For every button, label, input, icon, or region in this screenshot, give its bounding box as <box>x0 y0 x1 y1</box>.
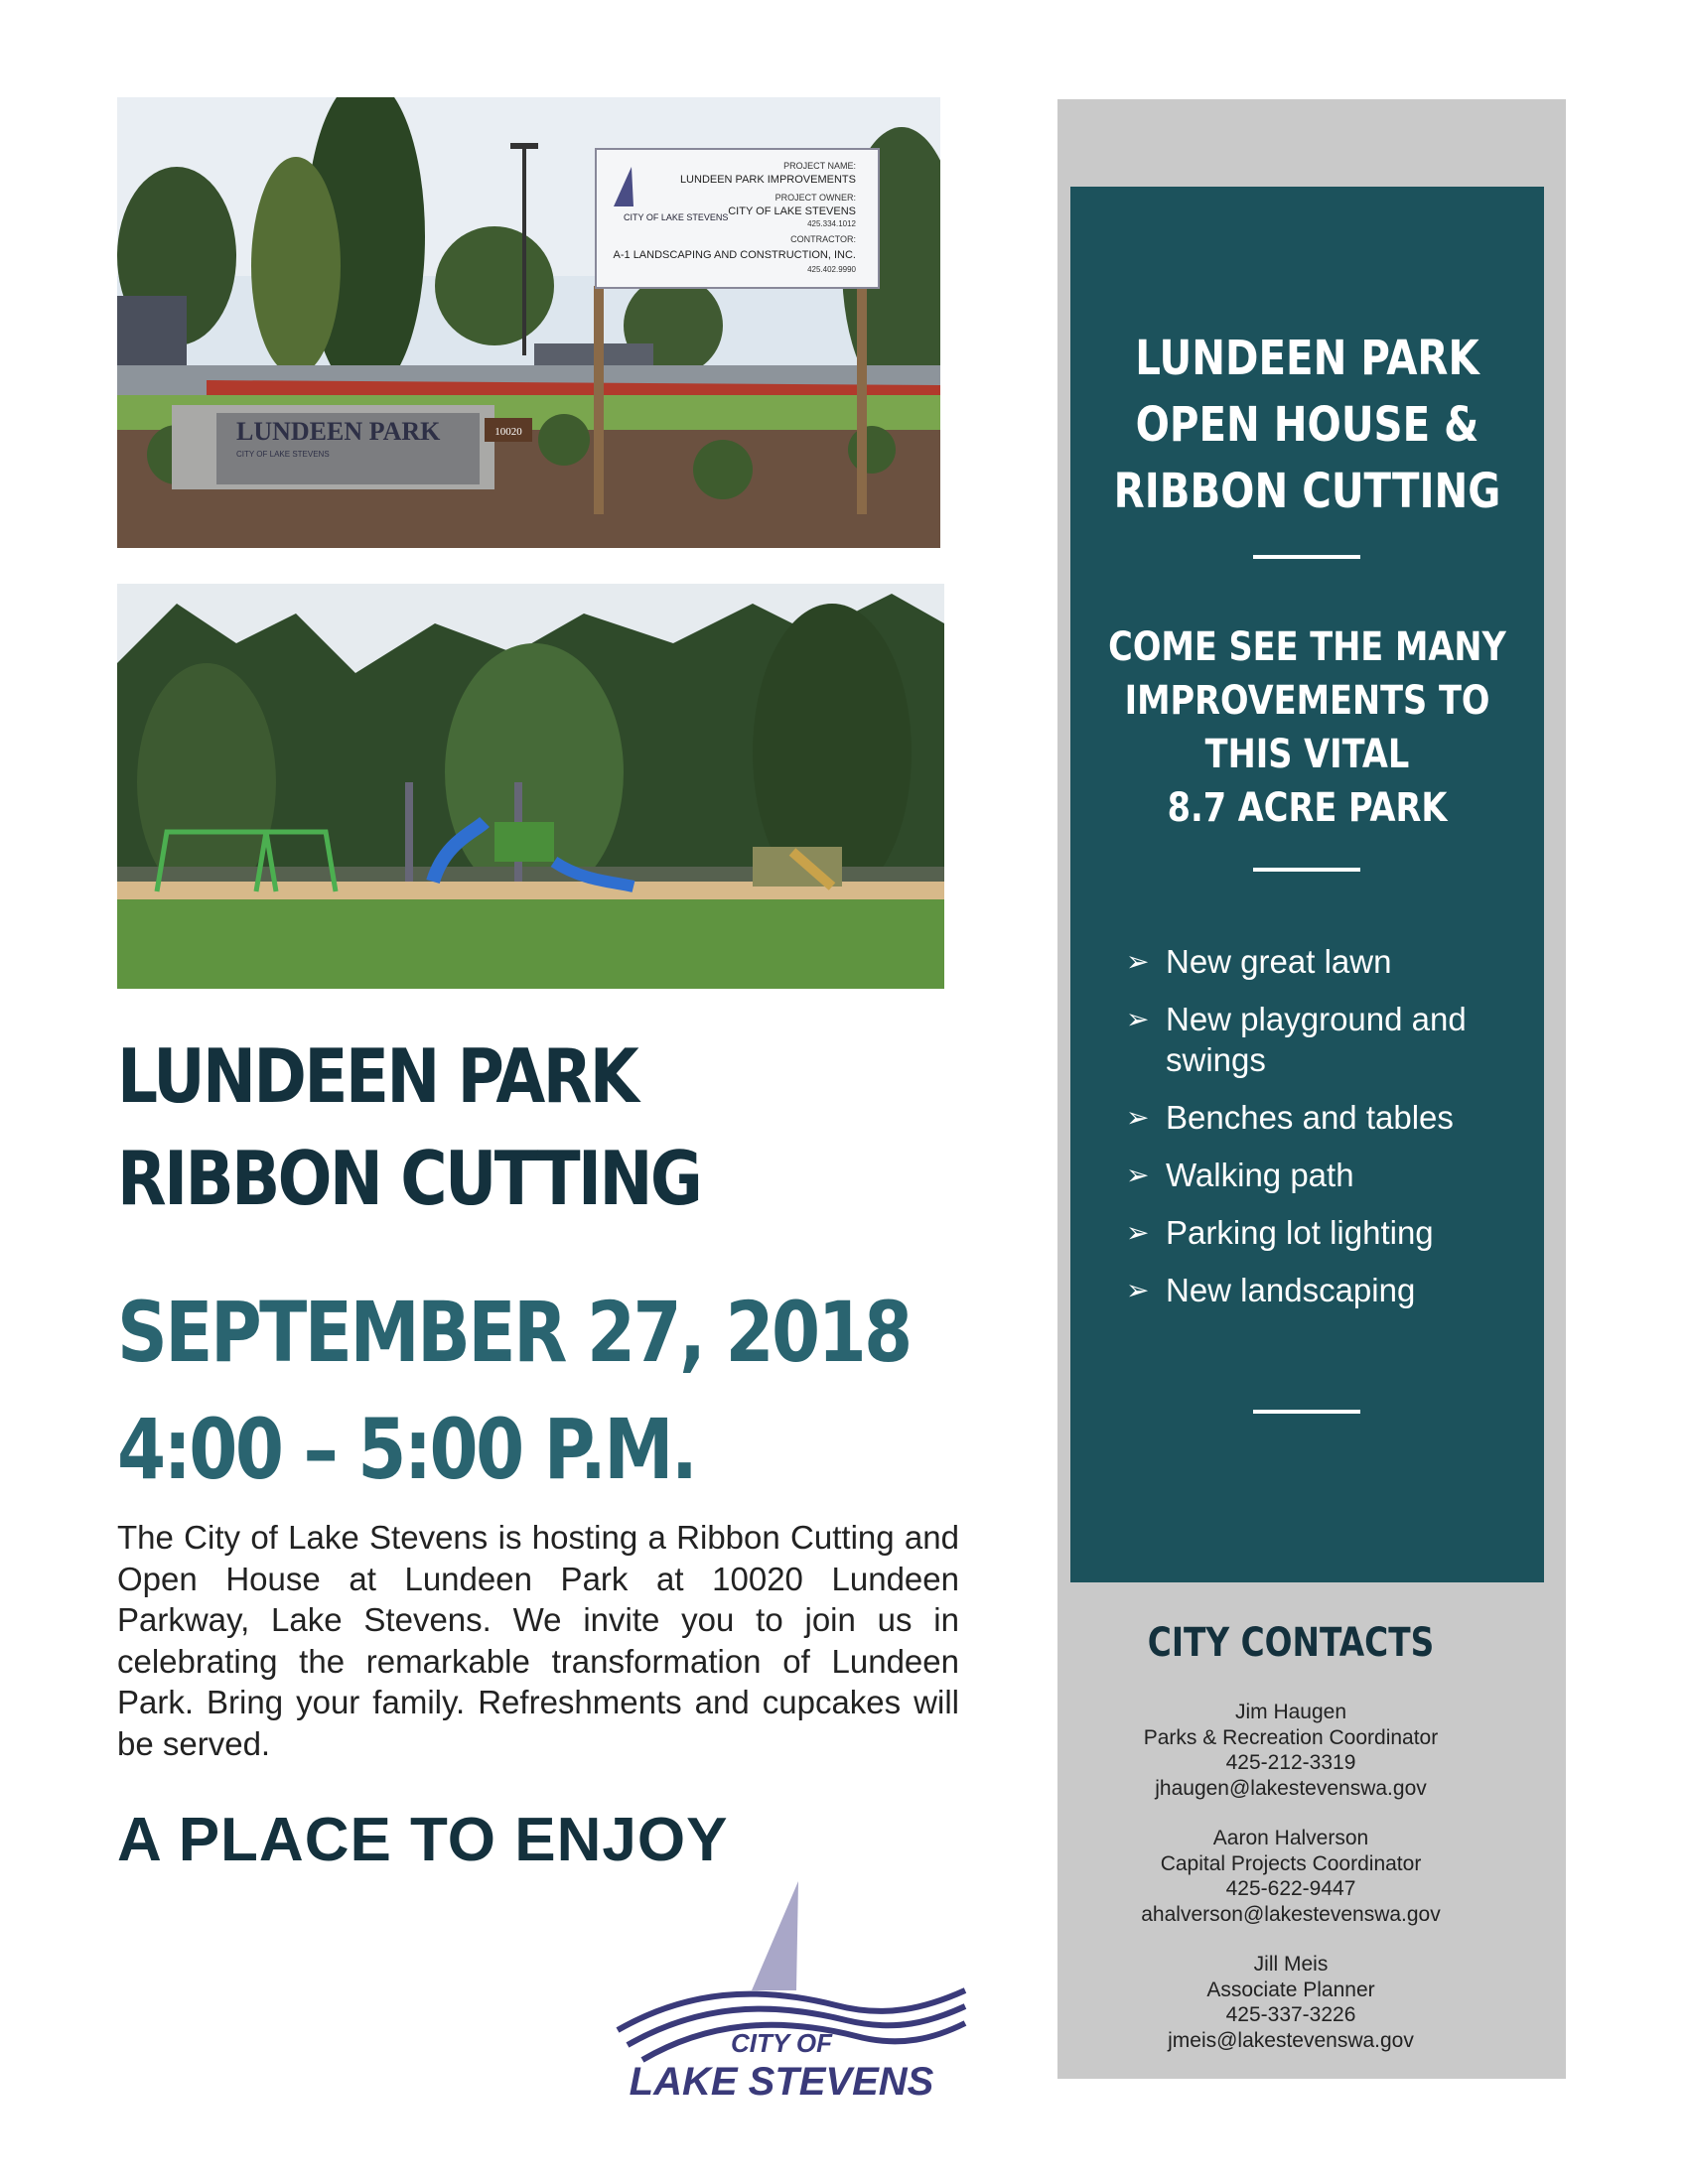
feature-list <box>1126 941 1523 1327</box>
contact-role: Parks & Recreation Coordinator <box>1143 1725 1439 1749</box>
event-datetime <box>117 1274 911 1508</box>
feature-item <box>1126 1155 1523 1195</box>
divider <box>1253 868 1360 872</box>
sign-line: 425.334.1012 <box>807 219 856 228</box>
arrow-bullet-icon: ➢ <box>1126 1102 1150 1133</box>
contact-card <box>1102 1826 1479 1927</box>
arrow-bullet-icon: ➢ <box>1126 946 1150 977</box>
arrow-bullet-icon: ➢ <box>1126 1160 1150 1190</box>
feature-text: Benches and tables <box>1166 1099 1454 1136</box>
feature-text: New landscaping <box>1166 1272 1416 1308</box>
contact-email: ahalverson@lakestevenswa.gov <box>1141 1902 1441 1926</box>
sign-line: CONTRACTOR: <box>790 234 856 244</box>
address-plate: 10020 <box>494 426 522 438</box>
contact-phone: 425-212-3319 <box>1225 1751 1356 1774</box>
contact-email: jmeis@lakestevenswa.gov <box>1168 2028 1414 2052</box>
playground-photo <box>117 584 944 989</box>
divider <box>1253 1410 1360 1414</box>
panel-title-line: RIBBON CUTTING <box>1113 464 1501 519</box>
arrow-bullet-icon: ➢ <box>1126 1004 1150 1034</box>
panel-subtitle-line: IMPROVEMENTS TO <box>1124 678 1490 724</box>
sign-line: LUNDEEN PARK IMPROVEMENTS <box>679 174 856 186</box>
contact-role: Capital Projects Coordinator <box>1160 1851 1422 1875</box>
event-title <box>117 1025 700 1230</box>
contacts-heading: CITY CONTACTS <box>1147 1620 1435 1666</box>
logo-line-1: CITY OF <box>730 2028 833 2058</box>
sign-line: CITY OF LAKE STEVENS <box>728 205 856 217</box>
feature-item <box>1126 999 1523 1080</box>
panel-title <box>1108 326 1506 525</box>
event-description: The City of Lake Stevens is hosting a Ribbon Cutting and Open House at Lundeen Park at 10020 Lundeen Parkway, Lake Stevens. We invite you to join us in celebrating the remarkable transformation of Lundeen Park. Bring your family. Refreshments and cupcakes will be served. <box>117 1519 959 1762</box>
feature-text: New playground and swings <box>1166 1001 1467 1078</box>
feature-item <box>1126 941 1523 982</box>
contact-role: Associate Planner <box>1206 1978 1375 2001</box>
sign-line: A-1 LANDSCAPING AND CONSTRUCTION, INC. <box>613 249 856 261</box>
contact-phone: 425-622-9447 <box>1225 1877 1356 1900</box>
feature-item <box>1126 1212 1523 1253</box>
feature-item <box>1126 1270 1523 1310</box>
feature-text: Parking lot lighting <box>1166 1214 1434 1251</box>
panel-title-line: OPEN HOUSE & <box>1135 397 1479 453</box>
event-title-line-1: LUNDEEN PARK <box>117 1032 637 1120</box>
contact-email: jhaugen@lakestevenswa.gov <box>1155 1776 1427 1800</box>
sign-line: PROJECT OWNER: <box>774 193 856 203</box>
tagline: A PLACE TO ENJOY <box>117 1806 729 1874</box>
monument-text: LUNDEEN PARK <box>236 417 441 446</box>
feature-item <box>1126 1097 1523 1138</box>
sign-line: PROJECT NAME: <box>783 161 856 171</box>
contact-card <box>1102 1700 1479 1801</box>
event-time: 4:00 – 5:00 P.M. <box>117 1401 696 1498</box>
park-sign-photo <box>117 97 940 548</box>
contacts-list <box>1102 1700 1479 2078</box>
divider <box>1253 555 1360 559</box>
info-panel <box>1070 187 1544 1582</box>
feature-text: Walking path <box>1166 1157 1354 1193</box>
feature-text: New great lawn <box>1166 943 1392 980</box>
contact-name: Jim Haugen <box>1234 1701 1347 1723</box>
arrow-bullet-icon: ➢ <box>1126 1217 1150 1248</box>
contact-phone: 425-337-3226 <box>1225 2003 1356 2026</box>
event-date: SEPTEMBER 27, 2018 <box>117 1284 911 1381</box>
sign-line: 425.402.9990 <box>807 265 856 274</box>
city-logo <box>608 1881 970 2119</box>
contact-card <box>1102 1952 1479 2053</box>
panel-subtitle-line: 8.7 ACRE PARK <box>1167 785 1448 831</box>
logo-line-2: LAKE STEVENS <box>629 2060 934 2104</box>
panel-subtitle <box>1108 620 1506 835</box>
monument-subtext: CITY OF LAKE STEVENS <box>236 450 330 459</box>
arrow-bullet-icon: ➢ <box>1126 1275 1150 1305</box>
contact-name: Aaron Halverson <box>1212 1827 1369 1849</box>
panel-title-line: LUNDEEN PARK <box>1135 331 1479 386</box>
panel-subtitle-line: THIS VITAL <box>1204 732 1410 777</box>
sign-logo-text: CITY OF LAKE STEVENS <box>624 212 729 222</box>
panel-subtitle-line: COME SEE THE MANY <box>1108 624 1506 670</box>
event-title-line-2: RIBBON CUTTING <box>117 1135 701 1222</box>
contact-name: Jill Meis <box>1253 1953 1329 1976</box>
